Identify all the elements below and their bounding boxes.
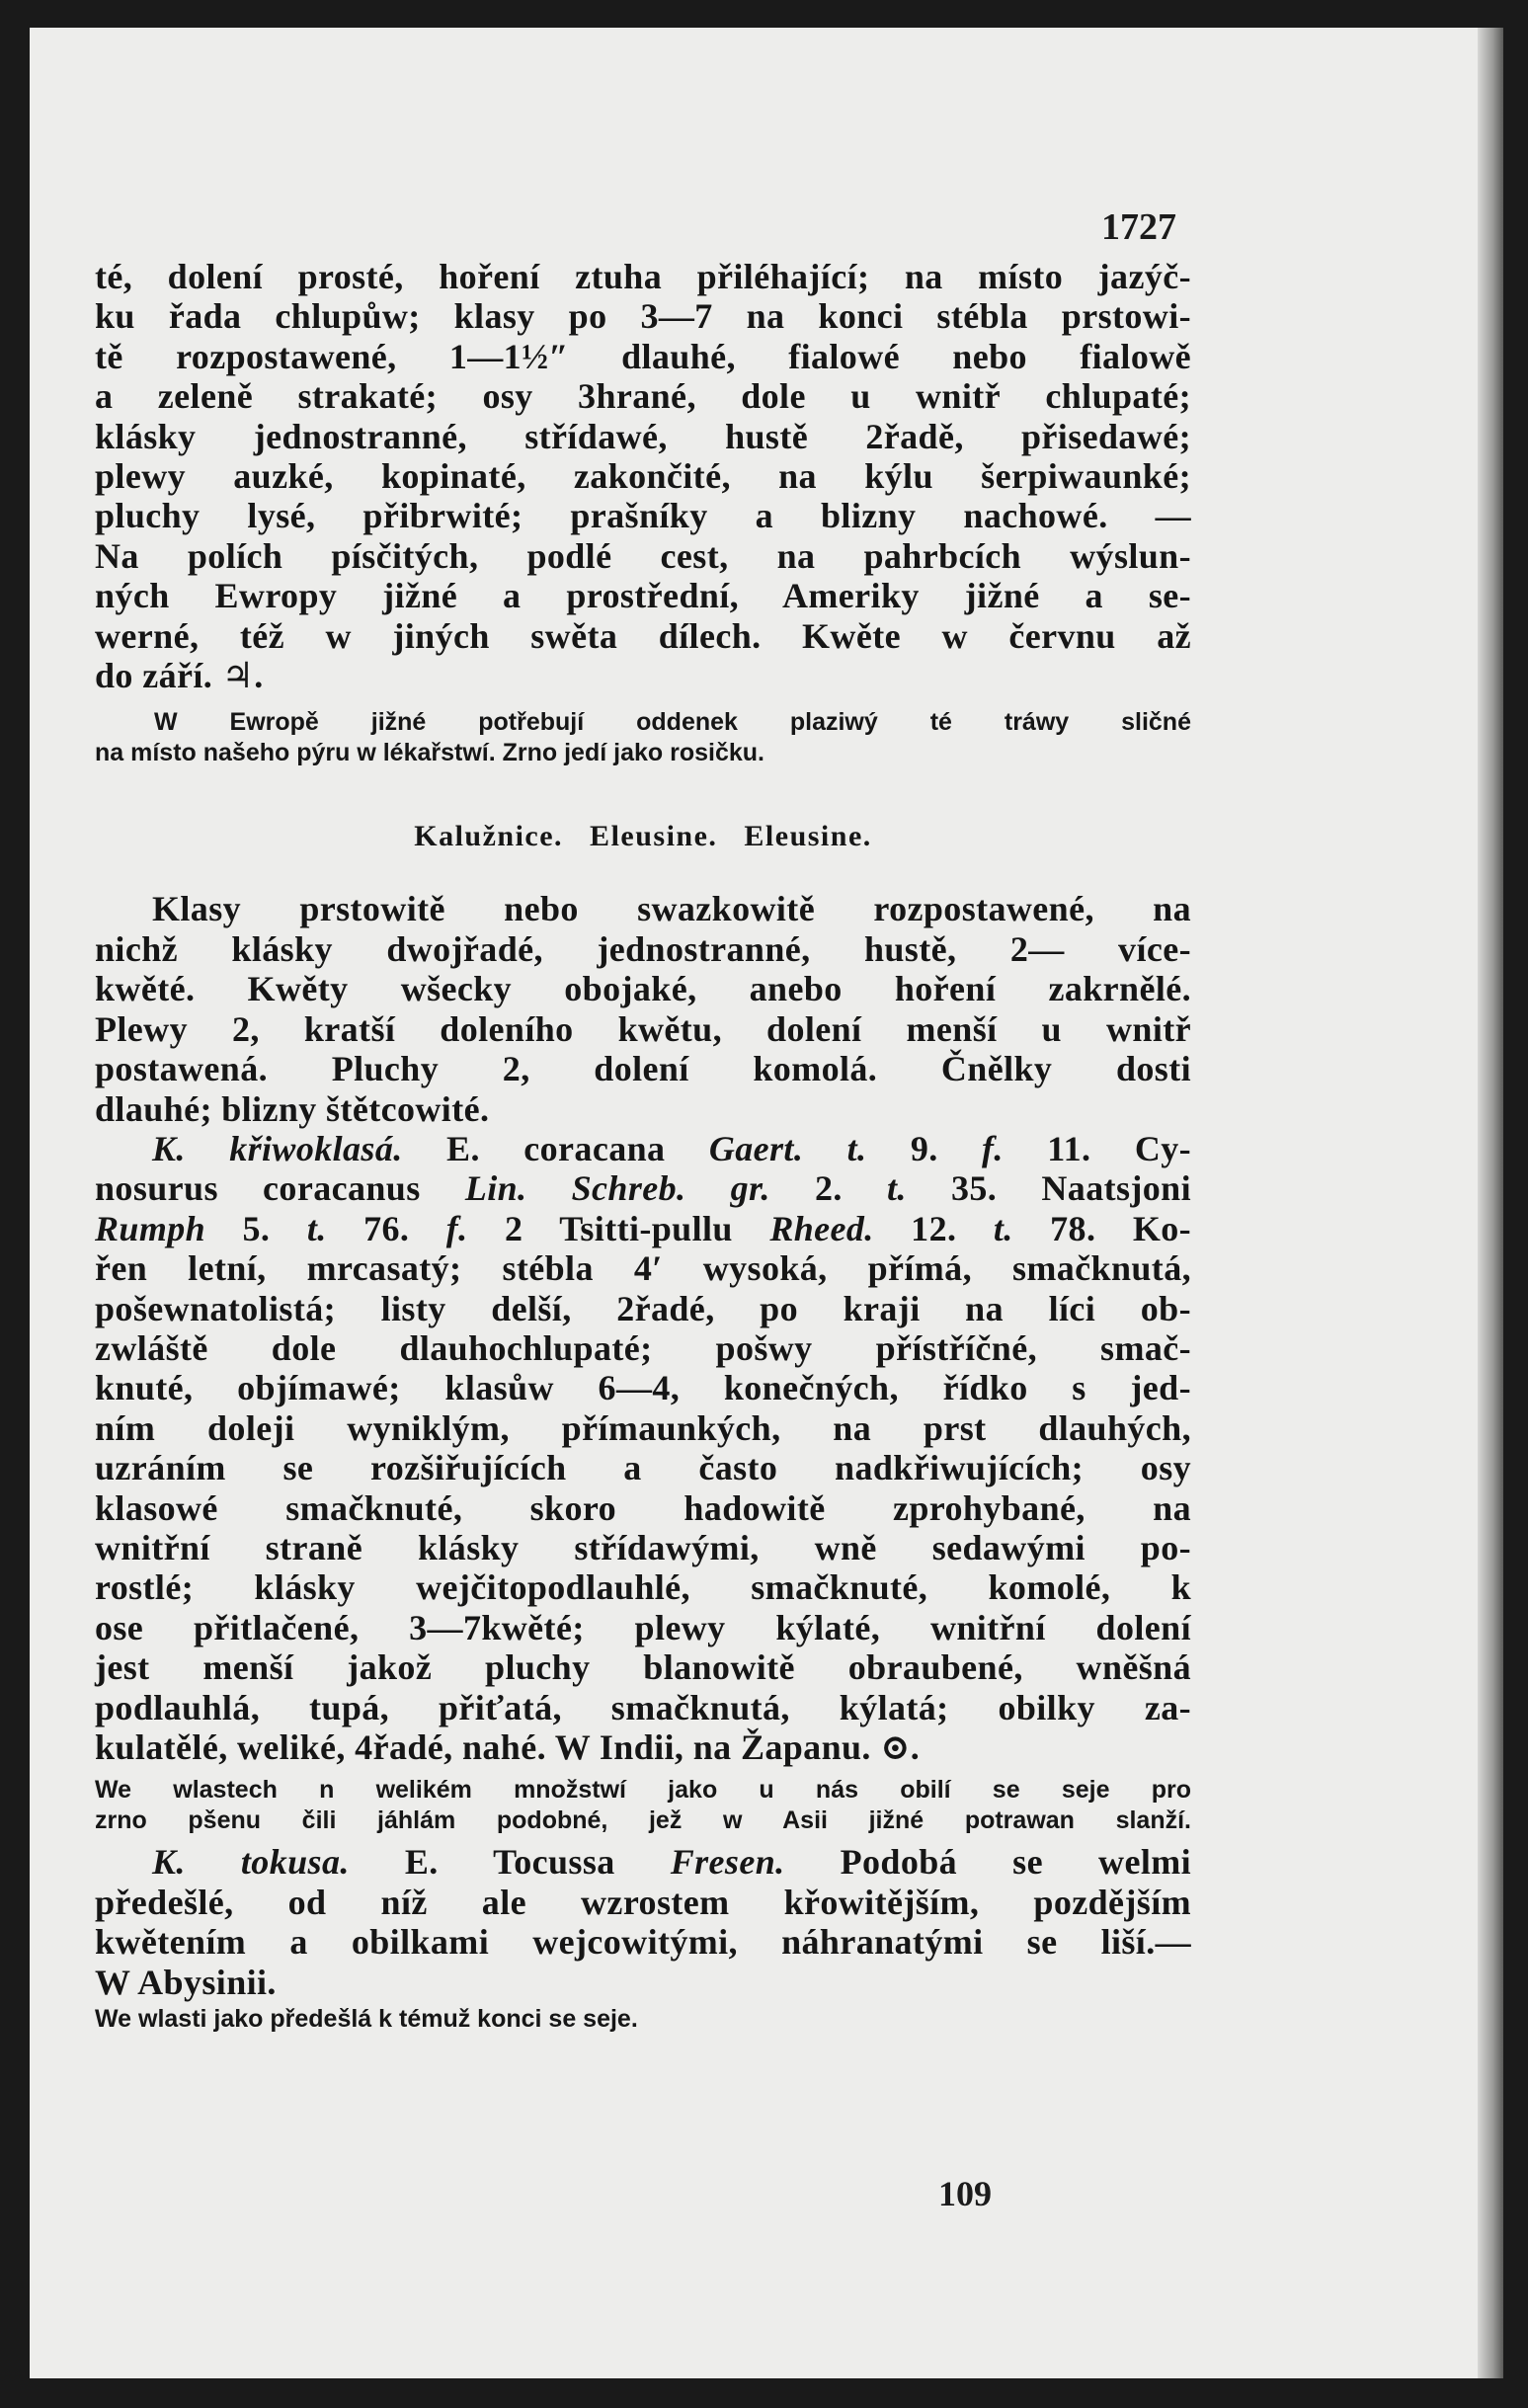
- text-line: klasowé smačknuté, skoro hadowitě zprohybané, na: [95, 1487, 1191, 1528]
- citation: Rumph: [95, 1208, 206, 1248]
- text-fragment: 76.: [326, 1208, 446, 1248]
- text-line: ku řada chlupůw; klasy po 3—7 na konci stébla prstowi-: [95, 296, 1191, 337]
- page-number-bottom: 109: [938, 2174, 992, 2213]
- text-line: [95, 1129, 1191, 1168]
- text-line: ním doleji wyniklým, přímaunkých, na prst dlauhých,: [95, 1407, 1191, 1448]
- species-name: K. křiwoklasá.: [152, 1128, 403, 1168]
- page-edge-shadow: [1478, 28, 1503, 2378]
- text-line: té, dolení prosté, hoření ztuha přiléhající; na místo jazýč-: [95, 257, 1191, 296]
- text-line: podlauhlá, tupá, přiťatá, smačknutá, kýlatá; obilky za-: [95, 1687, 1191, 1727]
- text-fragment: 2 Tsitti-pullu: [467, 1208, 770, 1248]
- text-fragment: 78. Ko-: [1012, 1208, 1192, 1248]
- citation: t.: [887, 1168, 907, 1209]
- citation: t.: [306, 1208, 327, 1248]
- citation: Gaert. t.: [708, 1128, 867, 1168]
- text-fragment: 2.: [769, 1168, 888, 1209]
- note-usage: [95, 707, 1191, 768]
- text-line: řen letní, mrcasatý; stébla 4′ wysoká, přímá, smačknutá,: [95, 1248, 1191, 1289]
- text-fragment: E. Tocussa: [349, 1842, 671, 1883]
- paragraph-species-tocussa: [95, 1842, 1191, 2002]
- text-fragment: 12.: [873, 1208, 994, 1248]
- text-line: do září. ♃.: [95, 656, 264, 696]
- citation: Rheed.: [769, 1208, 874, 1248]
- text-line: W Abysinii.: [95, 1962, 277, 2002]
- note-line: We wlastech n welikém množstwí jako u nás obilí se seje pro: [95, 1776, 1191, 1805]
- text-fragment: 9.: [866, 1128, 983, 1168]
- text-line: jest menší jakož pluchy blanowitě obraubené, wněšná: [95, 1647, 1191, 1688]
- text-fragment: 11. Cy-: [1003, 1128, 1192, 1168]
- text-line: ose přitlačené, 3—7kwěté; plewy kýlaté, wnitřní dolení: [95, 1607, 1191, 1647]
- text-line: pluchy lysé, přibrwité; prašníky a blizny nachowé. —: [95, 496, 1191, 536]
- text-line: předešlé, od níž ale wzrostem křowitějším, pozdějším: [95, 1882, 1191, 1922]
- note-line: We wlasti jako předešlá k témuž konci se seje.: [95, 2005, 638, 2034]
- text-line: wnitřní straně klásky střídawými, wně sedawými po-: [95, 1527, 1191, 1567]
- text-line: Plewy 2, kratší doleního kwětu, dolení menší u wnitř: [95, 1008, 1191, 1049]
- text-line: postawená. Pluchy 2, dolení komolá. Čnělky dosti: [95, 1049, 1191, 1089]
- text-line: [95, 1168, 1191, 1208]
- text-line: Klasy prstowitě nebo swazkowitě rozpostawené, na: [152, 889, 1191, 929]
- citation: f.: [982, 1128, 1004, 1168]
- text-line: kwěté. Kwěty wšecky obojaké, anebo hoření zakrnělé.: [95, 969, 1191, 1009]
- text-line: werné, též w jiných swěta dílech. Kwěte w červnu až: [95, 615, 1191, 656]
- note-line: na místo našeho pýru w lékařstwí. Zrno jedí jako rosičku.: [95, 739, 764, 767]
- text-line: knuté, objímawé; klasůw 6—4, konečných, řídko s jed-: [95, 1368, 1191, 1408]
- citation: Fresen.: [670, 1842, 785, 1883]
- text-line: [95, 1209, 1191, 1248]
- text-line: pošewnatolistá; listy delší, 2řadé, po kraji na líci ob-: [95, 1288, 1191, 1328]
- text-line: kulatělé, weliké, 4řadé, nahé. W Indii, na Žapanu. ⊙.: [95, 1727, 921, 1767]
- text-line: kwětením a obilkami wejcowitými, náhranatými se liší.—: [95, 1922, 1191, 1963]
- page-number-top: 1727: [1101, 206, 1176, 248]
- text-line: nichž klásky dwojřadé, jednostranné, hustě, 2— více-: [95, 928, 1191, 969]
- note-line: zrno pšenu čili jáhlám podobné, jež w Asii jižné potrawan slanží.: [95, 1806, 1191, 1835]
- note-cultivation: [95, 1775, 1191, 1836]
- text-line: dlauhé; blizny štětcowité.: [95, 1088, 490, 1129]
- text-line: tě rozpostawené, 1—1½″ dlauhé, fialowé nebo fialowě: [95, 336, 1191, 376]
- citation: t.: [993, 1208, 1013, 1248]
- text-line: Na polích písčitých, podlé cest, na pahrbcích wýslun-: [95, 535, 1191, 576]
- text-fragment: 5.: [205, 1208, 307, 1248]
- text-line: a zeleně strakaté; osy 3hrané, dole u wnitř chlupaté;: [95, 376, 1191, 417]
- paragraph-species-coracana: [95, 1129, 1191, 1768]
- book-page: [30, 28, 1503, 2378]
- page-content: [95, 257, 1191, 2035]
- text-fragment: nosurus coracanus: [95, 1168, 465, 1209]
- text-line: plewy auzké, kopinaté, zakončité, na kýlu šerpiwaunké;: [95, 456, 1191, 497]
- species-name: K. tokusa.: [152, 1842, 350, 1883]
- paragraph-genus-description: [95, 889, 1191, 1128]
- text-fragment: Podobá se welmi: [784, 1842, 1192, 1883]
- text-line: klásky jednostranné, střídawé, hustě 2řadě, přisedawé;: [95, 416, 1191, 456]
- text-line: uzráním se rozšiřujících a často nadkřiwujících; osy: [95, 1448, 1191, 1488]
- text-line: zwláště dole dlauhochlupaté; pošwy přístříčné, smač-: [95, 1327, 1191, 1368]
- text-fragment: 35. Naatsjoni: [906, 1168, 1191, 1209]
- citation: Lin. Schreb. gr.: [464, 1168, 770, 1209]
- text-line: rostlé; klásky wejčitopodlauhlé, smačknuté, komolé, k: [95, 1567, 1191, 1608]
- note-line: W Ewropě jižné potřebují oddenek plaziwý té tráwy sličné: [154, 708, 1191, 737]
- genus-heading: Kalužnice. Eleusine. Eleusine.: [414, 820, 872, 853]
- text-line: ných Ewropy jižné a prostřední, Ameriky jižné a se-: [95, 576, 1191, 616]
- text-fragment: E. coracana: [402, 1128, 709, 1168]
- note-cultivation-2: [95, 2004, 1191, 2035]
- paragraph-description: [95, 257, 1191, 695]
- citation: f.: [445, 1208, 468, 1248]
- text-line: [95, 1842, 1191, 1882]
